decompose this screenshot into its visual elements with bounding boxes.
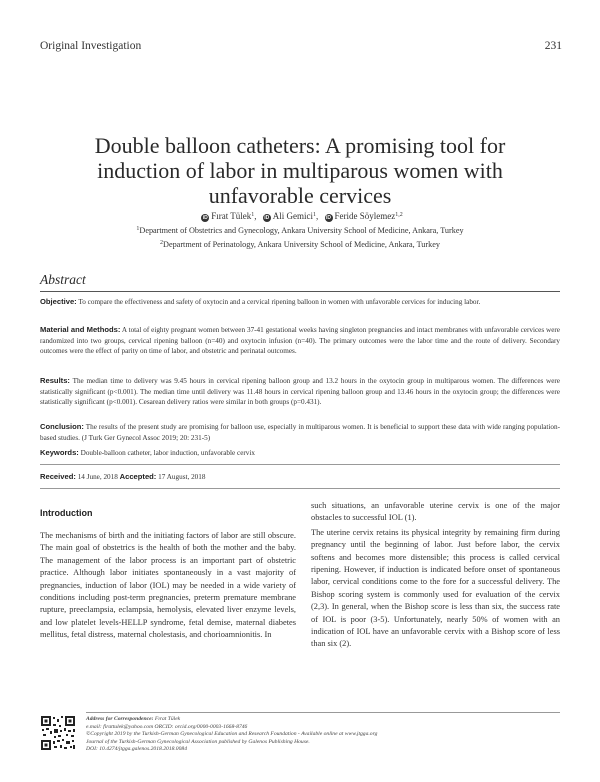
introduction-heading: Introduction — [40, 508, 93, 518]
author-affiliation-mark: 1 — [313, 212, 317, 218]
orcid-icon[interactable]: iD — [264, 215, 270, 221]
running-header-section: Original Investigation — [40, 40, 142, 52]
received-accepted-dates: Received: 14 June, 2018 Accepted: 17 August, 2018 — [40, 472, 206, 481]
title-line: induction of labor in multiparous women with — [97, 158, 503, 183]
abstract-conclusion: Conclusion: The results of the present study are promising for balloon use, especially in multiparous women. It is beneficial to support these data with wide ranging population-based studies. (J Turk Ger Gynecol Assoc 2019; 20: 231-5) — [40, 422, 560, 442]
page-number: 231 — [544, 40, 562, 52]
author-affiliation-mark: 1 — [251, 212, 255, 218]
author-affiliation-mark: 1,2 — [395, 212, 403, 218]
affiliation: $^2$Department of Perinatology, Ankara University School of Medicine, Ankara, Turkey — [160, 240, 440, 249]
title-line: Double balloon catheters: A promising tool for — [94, 133, 506, 158]
paragraph: The uterine cervix retains its physical integrity by remaining firm during pregnancy until the beginning of labor. Just before labor, the cervix softens and becomes more distensible; this process is called cervical ripening. However, if induction is indicated before onset of spontaneous labor, cervical conditions come to the fore for a successful delivery. The Bishop scoring system is commonly used for evaluation of the cervix (2,3). In general, when the Bishop score is less than six, the success rate of IOL is poor (3-5). Unfortunately, nearly 50% of women with an indication of IOL have an unfavorable cervix with a Bishop score of less than six (2). — [311, 527, 560, 649]
correspondence-line: Address for Correspondence: Fırat Tülek — [86, 716, 181, 722]
affiliation: $^1$Department of Obstetrics and Gynecology, Ankara University School of Medicine, Ankara, Turkey — [136, 226, 464, 235]
author-name: Ali Gemici — [272, 211, 314, 221]
orcid-icon[interactable]: iD — [202, 215, 208, 221]
paragraph: such situations, an unfavorable uterine cervix is one of the major obstacles to successful IOL (1). — [311, 501, 560, 523]
footer-divider — [86, 712, 560, 713]
divider — [40, 488, 560, 489]
introduction-left-column: The mechanisms of birth and the initiating factors of labor are still obscure. The main goal of obstetrics is the health of both the mother and the baby. The management of the labor process is an important part of obstetric practice. Although labor initiates spontaneously in a vast majority of pregnancies, induction of labor (IOL) may be needed in a wide variety of conditions including post-term pregnancies, preterm premature membrane rupture, preeclampsia, eclampsia, hemolysis, elevated liver enzyme levels, and low platelet levels-HELLP syndrome, fetal demise, maternal diabetes mellitus, fetal distress, maternal cholestasis, and chorioamnionitis. In — [40, 531, 296, 640]
abstract-objective: Objective: To compare the effectiveness and safety of oxytocin and a cervical ripening balloon in women with unfavorable cervices for inducing labor. — [40, 297, 481, 306]
paper-title — [40, 133, 560, 208]
doi-line[interactable]: DOI: 10.4274/jtgga.galenos.2018.2018.0084 — [86, 746, 187, 753]
divider — [40, 464, 560, 465]
email-line[interactable]: e.mail: firattulek@yahoo.com ORCID: orcid.org/0000-0003-1668-8746 — [86, 723, 248, 730]
footer-notes — [86, 716, 560, 754]
abstract-heading: Abstract — [40, 272, 86, 287]
abstract-divider — [40, 291, 560, 292]
abstract-keywords: Keywords: Double-balloon catheter, labor induction, unfavorable cervix — [40, 448, 255, 457]
journal-line: Journal of the Turkish-German Gynecological Association published by Galenos Publishing House. — [86, 738, 310, 745]
introduction-right-column — [311, 500, 560, 651]
author-name: Fırat Tülek — [211, 211, 252, 221]
author-list: iD Fırat Tülek$^1$, iD Ali Gemici$^1$, iD Feride Söylemez$^{1,2}$ — [202, 211, 403, 221]
abstract-results: Results: The median time to delivery was 9.45 hours in cervical ripening balloon group and 13.2 hours in the oxytocin group in multiparous women. The differences were statistically significant (p<0.001). The median time until delivery was 11.48 hours in cervical ripening balloon group and 13.46 hours in the oxytocin group; the differences were statistically significant (p<0.001). Cesarean delivery ratios were similar in both groups (p=0.431). — [40, 376, 560, 407]
copyright-line: ©Copyright 2019 by the Turkish-German Gynecological Education and Research Foundation - Available online at www.jtgga.org — [86, 731, 378, 738]
qr-code-icon — [40, 715, 76, 751]
author-name: Feride Söylemez — [334, 211, 396, 221]
abstract-methods: Material and Methods: A total of eighty pregnant women between 37-41 gestational weeks having singleton pregnancies and intact membranes with unfavorable cervices were randomized into two groups, cervical ripening balloon (n=40) and oxytocin infusion (n=40). The primary outcomes were the labor time and the route of delivery. Secondary outcomes were the effect of parity on time of labor, and obstetric and perinatal outcomes. — [40, 325, 560, 356]
orcid-icon[interactable]: iD — [326, 215, 332, 221]
title-line: unfavorable cervices — [208, 183, 392, 208]
